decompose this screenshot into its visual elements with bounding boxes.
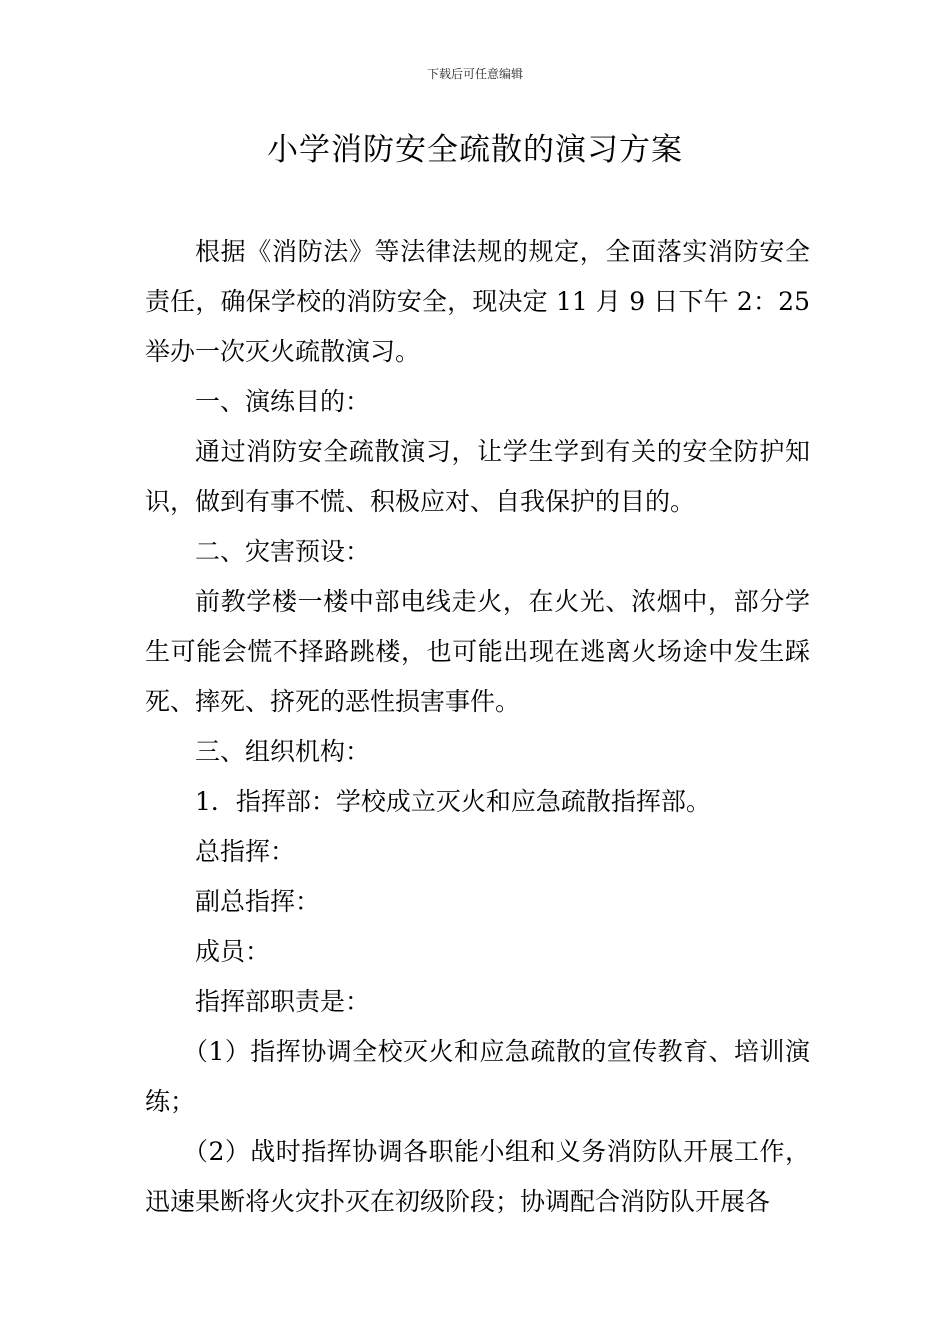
document-body [145,227,810,1227]
section-heading-scenario: 二、灾害预设： [195,537,371,566]
duty-item-1: （1）指挥协调全校灭火和应急疏散的宣传教育、培训演练； [145,1037,810,1116]
section-heading-purpose: 一、演练目的： [195,387,371,416]
members-line: 成员： [195,937,271,966]
document-title: 小学消防安全疏散的演习方案 [267,132,683,168]
deputy-commander-line: 副总指挥： [195,887,321,916]
purpose-paragraph: 通过消防安全疏散演习，让学生学到有关的安全防护知识，做到有事不慌、积极应对、自我保护的目的。 [145,437,810,516]
header-note: 下载后可任意编辑 [426,67,523,81]
commander-line: 总指挥： [195,837,296,866]
command-paragraph: 1．指挥部：学校成立灭火和应急疏散指挥部。 [195,787,711,816]
duties-heading: 指挥部职责是： [195,987,371,1016]
scenario-paragraph: 前教学楼一楼中部电线走火，在火光、浓烟中，部分学生可能会慌不择路跳楼，也可能出现在逃离火场途中发生踩死、摔死、挤死的恶性损害事件。 [145,587,810,716]
section-heading-organization: 三、组织机构： [195,737,371,766]
intro-paragraph: 根据《消防法》等法律法规的规定，全面落实消防安全责任，确保学校的消防安全，现决定 11 月 9 日下午 2：25 举办一次灭火疏散演习。 [145,237,810,366]
duty-item-2: （2）战时指挥协调各职能小组和义务消防队开展工作，迅速果断将火灾扑灭在初级阶段；协调配合消防队开展各 [145,1137,810,1216]
